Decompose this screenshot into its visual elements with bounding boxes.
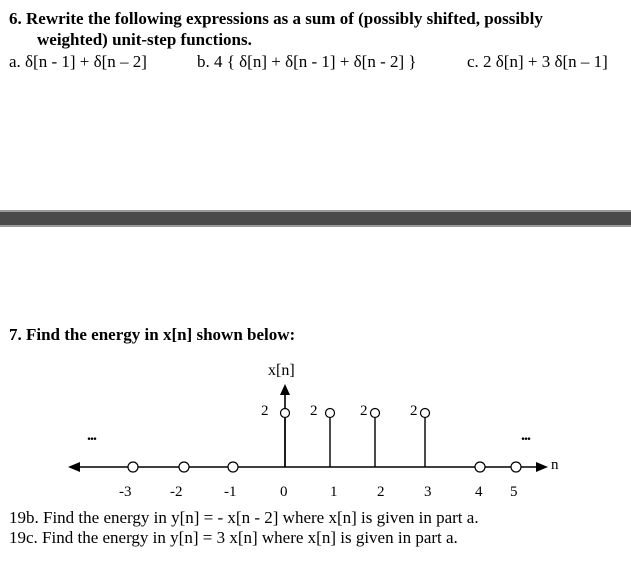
sample-n-4 bbox=[475, 462, 485, 472]
q6-title-line1: 6. Rewrite the following expressions as a sum of (possibly shifted, possibly bbox=[9, 9, 543, 28]
part-19b: 19b. Find the energy in y[n] = - x[n - 2] where x[n] is given in part a. bbox=[9, 508, 479, 527]
axis-variable-n: n bbox=[551, 457, 559, 473]
tick-label: 4 bbox=[475, 484, 483, 500]
tick-label: 3 bbox=[424, 484, 432, 500]
vertical-axis-arrow bbox=[280, 384, 290, 395]
stem-value-n0: 2 bbox=[261, 403, 269, 419]
tick-label: 5 bbox=[510, 484, 518, 500]
q6-part-c: c. 2 δ[n] + 3 δ[n – 1] bbox=[467, 52, 608, 71]
part-19c: 19c. Find the energy in y[n] = 3 x[n] where x[n] is given in part a. bbox=[9, 528, 458, 547]
plot-label: x[n] bbox=[268, 362, 295, 379]
stem-head-n3 bbox=[421, 409, 430, 418]
tick-label: -3 bbox=[119, 484, 132, 500]
sample-n-5 bbox=[511, 462, 521, 472]
tick-label: -2 bbox=[170, 484, 183, 500]
right-ellipsis: ... bbox=[521, 427, 530, 444]
tick-label: 2 bbox=[377, 484, 385, 500]
tick-label: 1 bbox=[330, 484, 338, 500]
stem-head-n0 bbox=[281, 409, 290, 418]
q6-part-a: a. δ[n - 1] + δ[n – 2] bbox=[9, 52, 147, 71]
stem-value-n2: 2 bbox=[360, 403, 368, 419]
tick-label: -1 bbox=[224, 484, 237, 500]
sample-n-2 bbox=[179, 462, 189, 472]
axis-left-arrow bbox=[68, 462, 80, 472]
stem-head-n2 bbox=[371, 409, 380, 418]
stem-head-n1 bbox=[326, 409, 335, 418]
q6-part-b: b. 4 { δ[n] + δ[n - 1] + δ[n - 2] } bbox=[197, 52, 417, 71]
q7-title: 7. Find the energy in x[n] shown below: bbox=[9, 325, 296, 344]
sample-n-1 bbox=[228, 462, 238, 472]
axis-right-arrow bbox=[536, 462, 548, 472]
tick-label: 0 bbox=[280, 484, 288, 500]
sample-n-3 bbox=[128, 462, 138, 472]
stem-value-n3: 2 bbox=[410, 403, 418, 419]
stem-value-n1: 2 bbox=[310, 403, 318, 419]
q6-title-line2: weighted) unit-step functions. bbox=[37, 30, 252, 49]
left-ellipsis: ... bbox=[87, 427, 96, 444]
